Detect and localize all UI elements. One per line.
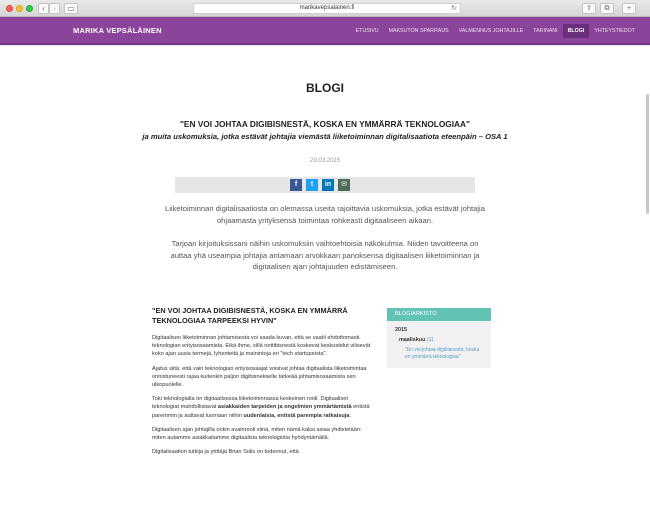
share-bar	[175, 177, 475, 193]
site-header	[0, 17, 650, 45]
archive-month-label: maaliskuu	[399, 337, 426, 343]
article-body	[152, 306, 374, 462]
nav-maksuton-sparraus[interactable]: MAKSUTON SPARRAUS	[388, 28, 449, 34]
page-title: BLOGI	[306, 81, 344, 95]
archive-post-link[interactable]: "En voi johtaa digibisnestä, koska en ymmärrä teknologiaa"	[405, 347, 480, 360]
tabs-overview-icon[interactable]: ⧉	[600, 3, 614, 14]
minimize-window-icon[interactable]	[16, 5, 23, 12]
address-bar-url: marikavepsalainen.fi	[299, 5, 355, 11]
article-paragraph: Digitalisaation tutkija ja yrittäjä Brian Solis on todennut, että	[152, 449, 299, 456]
nav-tarinani[interactable]: TARINANI	[533, 28, 558, 34]
article-text: entistä paremmin ja auttavat luomaan niihin	[152, 404, 370, 419]
chevron-left-icon[interactable]: ‹	[38, 3, 49, 14]
address-bar[interactable]	[193, 3, 461, 14]
nav-yhteystiedot[interactable]: YHTEYSTIEDOT	[594, 28, 635, 34]
article-paragraph: Digitaalisen ajan johtajilla onkin avainrooli siinä, miten nämä kaksi asiaa yhdistetään: miten autamme asiakkaitamme digitaalisia teknologioita hyödyntämällä.	[152, 426, 362, 442]
archive-month[interactable]	[387, 333, 491, 343]
post-subtitle: ja muita uskomuksia, jotka estävät johtajia viemästä liiketoiminnan digitalisaatiota eteenpäin – OSA 1	[142, 132, 508, 141]
article-paragraph: Digitaalisen liiketoiminnan johtamisesta voi saada kuvan, että se vaatii ehdottomasti teknologian erityisosaamista. Eikä ihme, sillä nettibisnestä koskevat keskustelut vilisevät koko ajan uusia termejä, lyhenteitä ja mainintoja eri "tech startupeista".	[152, 335, 371, 358]
twitter-icon[interactable]: t	[306, 179, 318, 191]
zoom-window-icon[interactable]	[26, 5, 33, 12]
site-logo[interactable]: MARIKA VEPSÄLÄINEN	[73, 26, 162, 35]
archive-year[interactable]: 2015	[395, 327, 407, 333]
article-text: Toki teknologialla on digitaalisessa liiketoiminnassa keskeinen rooli. Digitaaliset teknologiat mahdollistavat	[152, 396, 348, 411]
main-navigation	[351, 17, 640, 45]
article-emphasis: uudenlaisia, entistä parempia ratkaisuja	[243, 412, 350, 419]
nav-blogi[interactable]: BLOGI	[563, 24, 590, 38]
intro-paragraph-2: Tarjoan kirjoituksissani näihin uskomuksiin vaihtoehtoisia näkökulmia. Niiden tavoitteena on auttaa yhä useampia johtajia antamaan arvokkaan panoksensa digitaalisen liiketoiminnan ja digitaalisen ajan johtajuuden edistämiseen.	[170, 239, 480, 271]
email-icon[interactable]: ✉	[338, 179, 350, 191]
post-date: 29.03.2015	[309, 158, 341, 164]
new-tab-icon[interactable]: +	[622, 3, 636, 14]
chevron-right-icon[interactable]: ›	[49, 3, 60, 14]
nav-valmennus-johtajille[interactable]: VALMENNUS JOHTAJILLE	[458, 28, 524, 34]
linkedin-icon[interactable]: in	[322, 179, 334, 191]
article-paragraph	[152, 395, 374, 420]
close-window-icon[interactable]	[6, 5, 13, 12]
page-scrollbar[interactable]	[646, 94, 649, 214]
article-emphasis: asiakkaiden tarpeiden ja ongelmien ymmärtämistä	[217, 404, 352, 411]
article-text: .	[349, 412, 351, 419]
archive-title: BLOGIARKISTO	[387, 308, 491, 321]
article-heading: "EN VOI JOHTAA DIGIBISNESTÄ, KOSKA EN YMMÄRRÄ TEKNOLOGIAA TARPEEKSI HYVIN"	[152, 306, 348, 325]
article-paragraph: Ajatus siitä, että vain teknologian erityisosaajat voisivat johtaa digitaalista liiketoimintaa onnistuneesti rajaa kuitenkin paljon digibisnekselle tärkeää johtamisosaamista sen ulkopuolelle.	[152, 365, 367, 389]
nav-etusivu[interactable]: ETUSIVU	[355, 28, 379, 34]
post-title: "EN VOI JOHTAA DIGIBISNESTÄ, KOSKA EN YMMÄRRÄ TEKNOLOGIAA"	[180, 119, 470, 129]
share-icon[interactable]: ⇧	[582, 3, 596, 14]
intro-paragraph-1: Liiketoiminnan digitalisaatiosta on olemassa useita rajoittavia uskomuksia, jotka estävät johtajia ohjaamasta yrityksensä toimintaa rohkeasti digitaaliseen aikaan.	[165, 204, 485, 225]
facebook-icon[interactable]: f	[290, 179, 302, 191]
reload-icon[interactable]: ↻	[451, 5, 457, 12]
page-content	[0, 46, 650, 511]
archive-month-count: (1)	[426, 337, 434, 343]
blog-archive-widget	[387, 308, 491, 368]
sidebar-toggle-icon[interactable]: ▭	[64, 3, 78, 14]
browser-toolbar	[0, 0, 650, 17]
